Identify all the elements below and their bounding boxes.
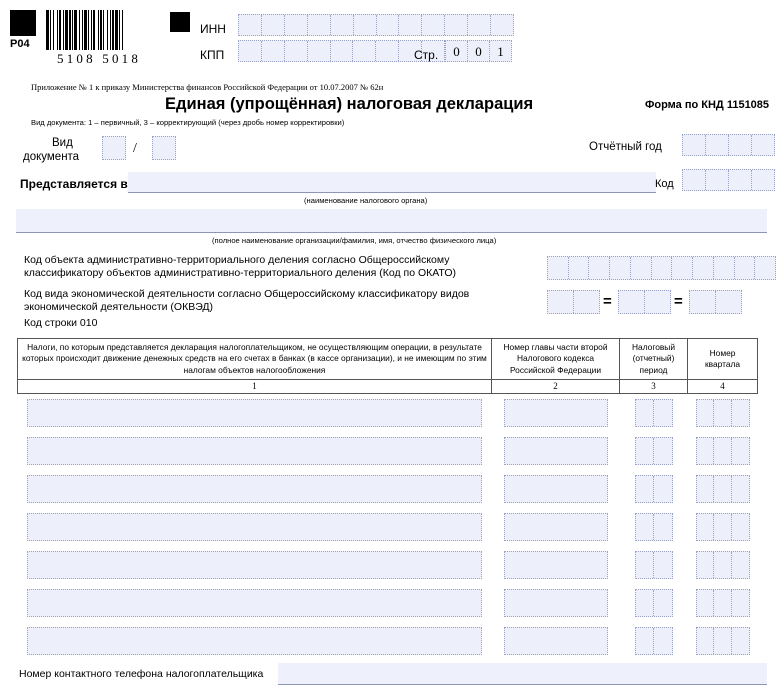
report-year-cell-1[interactable]	[683, 135, 706, 155]
kpp-label: КПП	[200, 48, 225, 62]
okved-text-line2: экономической деятельности (ОКВЭД)	[24, 301, 214, 313]
quarter-r7-cell-2[interactable]	[714, 628, 732, 654]
cell-tax-name	[18, 584, 492, 622]
doc-type-note: Вид документа: 1 – первичный, 3 – корректирующий (через дробь номер корректировки)	[31, 118, 345, 127]
period-r6-cell-1[interactable]	[636, 590, 655, 616]
okved-g3-cell-2[interactable]	[716, 291, 741, 313]
okved-separator-2: =	[674, 293, 683, 310]
cell-chapter	[492, 622, 620, 660]
quarter-input-row-1[interactable]	[696, 399, 750, 427]
quarter-r2-cell-2[interactable]	[714, 438, 732, 464]
period-r7-cell-1[interactable]	[636, 628, 655, 654]
report-year-label: Отчётный год	[589, 141, 662, 153]
okved-group-3-input[interactable]	[689, 290, 742, 314]
okato-cell-4[interactable]	[610, 257, 631, 279]
okato-cell-5[interactable]	[631, 257, 652, 279]
taxes-table-body	[18, 394, 758, 661]
okato-cell-11[interactable]	[755, 257, 775, 279]
col-number-2: 2	[492, 380, 620, 394]
okato-input[interactable]	[547, 256, 776, 280]
quarter-r4-cell-2[interactable]	[714, 514, 732, 540]
page-cell-2[interactable]: 0	[468, 41, 490, 61]
period-r6-cell-2[interactable]	[654, 590, 672, 616]
okato-cell-9[interactable]	[714, 257, 735, 279]
period-r3-cell-1[interactable]	[636, 476, 655, 502]
inn-cell-10[interactable]	[445, 15, 468, 35]
barcode-bar	[123, 10, 126, 50]
quarter-r3-cell-3[interactable]	[732, 476, 749, 502]
line-code-label: Код строки 010	[24, 317, 98, 329]
quarter-r5-cell-3[interactable]	[732, 552, 749, 578]
okved-group-1-input[interactable]	[547, 290, 600, 314]
col-header-taxes: Налоги, по которым представляется декларация налогоплательщиком, не осуществляющим операции, в результате которых происходит движение денежных средств на его счетах в банках (в кассе организации), и не имеющим по этим налогам объектов налогообложения	[18, 339, 492, 380]
cell-quarter	[688, 584, 758, 622]
quarter-r7-cell-1[interactable]	[697, 628, 715, 654]
inn-label: ИНН	[200, 22, 226, 36]
table-row	[18, 508, 758, 546]
okved-text-line1: Код вида экономической деятельности согласно Общероссийскому классификатору видов	[24, 288, 470, 300]
report-year-cell-2[interactable]	[706, 135, 729, 155]
okato-cell-3[interactable]	[589, 257, 610, 279]
quarter-r4-cell-1[interactable]	[697, 514, 715, 540]
quarter-r2-cell-3[interactable]	[732, 438, 749, 464]
table-row	[18, 546, 758, 584]
inn-cell-12[interactable]	[491, 15, 513, 35]
period-input-row-3[interactable]	[635, 475, 673, 503]
cell-period	[620, 394, 688, 433]
code-cell-4[interactable]	[752, 170, 774, 190]
cell-chapter	[492, 432, 620, 470]
code-label: Код	[655, 178, 674, 190]
okato-cell-2[interactable]	[569, 257, 590, 279]
submitted-to-input[interactable]	[128, 172, 656, 193]
cell-quarter	[688, 470, 758, 508]
okato-cell-6[interactable]	[652, 257, 673, 279]
kpp-cell-2[interactable]	[262, 41, 285, 61]
period-input-row-4[interactable]	[635, 513, 673, 541]
okato-text-line2: классификатору объектов административно-территориального деления (Код по ОКАТО)	[24, 267, 457, 279]
cell-period	[620, 622, 688, 660]
doc-type-primary-input[interactable]	[102, 136, 126, 160]
tax-name-input-row-7[interactable]	[27, 627, 482, 655]
quarter-r6-cell-1[interactable]	[697, 590, 715, 616]
inn-cell-1[interactable]	[239, 15, 262, 35]
quarter-r3-cell-2[interactable]	[714, 476, 732, 502]
kpp-cell-3[interactable]	[285, 41, 308, 61]
quarter-input-row-5[interactable]	[696, 551, 750, 579]
okved-g1-cell-1[interactable]	[548, 291, 574, 313]
period-r5-cell-2[interactable]	[654, 552, 672, 578]
cell-tax-name	[18, 432, 492, 470]
okved-g1-cell-2[interactable]	[574, 291, 599, 313]
okato-cell-7[interactable]	[672, 257, 693, 279]
period-r2-cell-2[interactable]	[654, 438, 672, 464]
submitted-to-hint: (наименование налогового органа)	[304, 196, 428, 205]
org-name-hint: (полное наименование организации/фамилия, имя, отчество физического лица)	[212, 236, 497, 245]
tax-name-input-row-4[interactable]	[27, 513, 482, 541]
quarter-r4-cell-3[interactable]	[732, 514, 749, 540]
kpp-cell-1[interactable]	[239, 41, 262, 61]
cell-period	[620, 584, 688, 622]
tax-name-input-row-1[interactable]	[27, 399, 482, 427]
cell-period	[620, 432, 688, 470]
quarter-r1-cell-1[interactable]	[697, 400, 715, 426]
page-cell-3[interactable]: 1	[497, 43, 504, 59]
inn-cell-8[interactable]	[399, 15, 422, 35]
quarter-r1-cell-3[interactable]	[732, 400, 749, 426]
okved-group-2-input[interactable]	[618, 290, 671, 314]
col-number-3: 3	[620, 380, 688, 394]
inn-input[interactable]	[238, 14, 514, 36]
period-input-row-1[interactable]	[635, 399, 673, 427]
kpp-cell-4[interactable]	[308, 41, 331, 61]
okved-g2-cell-1[interactable]	[619, 291, 645, 313]
org-name-input[interactable]	[16, 209, 767, 233]
form-kind-label: Форма по КНД 1151085	[645, 99, 770, 111]
barcode-bars	[46, 10, 146, 50]
cell-chapter	[492, 546, 620, 584]
period-r3-cell-2[interactable]	[654, 476, 672, 502]
kpp-cell-6[interactable]	[353, 41, 376, 61]
page-title: Единая (упрощённая) налоговая декларация	[165, 95, 534, 113]
quarter-input-row-4[interactable]	[696, 513, 750, 541]
taxes-table-header-row	[18, 339, 758, 380]
barcode-square-right	[170, 12, 190, 32]
code-cell-1[interactable]	[683, 170, 706, 190]
cell-tax-name	[18, 546, 492, 584]
cell-chapter	[492, 470, 620, 508]
inn-cell-11[interactable]	[468, 15, 491, 35]
cell-quarter	[688, 508, 758, 546]
taxes-table-head	[18, 339, 758, 394]
inn-cell-6[interactable]	[354, 15, 377, 35]
quarter-input-row-7[interactable]	[696, 627, 750, 655]
report-year-input[interactable]	[682, 134, 775, 156]
chapter-input-row-1[interactable]	[504, 399, 608, 427]
doc-type-cell-1[interactable]	[103, 137, 125, 159]
okato-cell-8[interactable]	[693, 257, 714, 279]
tax-name-input-row-2[interactable]	[27, 437, 482, 465]
quarter-input-row-3[interactable]	[696, 475, 750, 503]
taxes-table-number-row	[18, 380, 758, 394]
inn-cell-4[interactable]	[308, 15, 331, 35]
period-r1-cell-1[interactable]	[636, 400, 655, 426]
chapter-input-row-7[interactable]	[504, 627, 608, 655]
report-year-cell-4[interactable]	[752, 135, 774, 155]
chapter-input-row-4[interactable]	[504, 513, 608, 541]
col-header-quarter: Номер квартала	[688, 339, 758, 380]
tax-name-input-row-5[interactable]	[27, 551, 482, 579]
okved-g2-cell-2[interactable]	[645, 291, 670, 313]
table-row	[18, 584, 758, 622]
barcode-square-left	[10, 10, 36, 36]
col-header-chapter: Номер главы части второй Налогового кодекса Российской Федерации	[492, 339, 620, 380]
period-r5-cell-1[interactable]	[636, 552, 655, 578]
taxes-table	[17, 338, 758, 660]
kpp-cell-7[interactable]	[376, 41, 399, 61]
cell-quarter	[688, 622, 758, 660]
quarter-r1-cell-2[interactable]	[714, 400, 732, 426]
okved-separator-1: =	[603, 293, 612, 310]
quarter-r3-cell-1[interactable]	[697, 476, 715, 502]
period-input-row-2[interactable]	[635, 437, 673, 465]
period-r4-cell-1[interactable]	[636, 514, 655, 540]
chapter-input-row-3[interactable]	[504, 475, 608, 503]
okved-g3-cell-1[interactable]	[690, 291, 716, 313]
code-cell-2[interactable]	[706, 170, 729, 190]
quarter-r7-cell-3[interactable]	[732, 628, 749, 654]
cell-chapter	[492, 508, 620, 546]
page-number-label: Стр.	[414, 48, 439, 62]
doc-type-label-line1: Вид	[52, 137, 73, 149]
cell-tax-name	[18, 470, 492, 508]
table-row	[18, 622, 758, 660]
col-number-1: 1	[18, 380, 492, 394]
code-input[interactable]	[682, 169, 775, 191]
quarter-input-row-6[interactable]	[696, 589, 750, 617]
cell-quarter	[688, 394, 758, 433]
kpp-cell-5[interactable]	[331, 41, 354, 61]
doc-type-label-line2: документа	[23, 151, 80, 163]
inn-cell-2[interactable]	[262, 15, 285, 35]
quarter-input-row-2[interactable]	[696, 437, 750, 465]
report-year-cell-3[interactable]	[729, 135, 752, 155]
cell-chapter	[492, 584, 620, 622]
quarter-r6-cell-3[interactable]	[732, 590, 749, 616]
phone-label: Номер контактного телефона налогоплательщика	[19, 668, 264, 680]
cell-tax-name	[18, 394, 492, 433]
okato-cell-1[interactable]	[548, 257, 569, 279]
cell-period	[620, 546, 688, 584]
period-r2-cell-1[interactable]	[636, 438, 655, 464]
period-r7-cell-2[interactable]	[654, 628, 672, 654]
cell-tax-name	[18, 622, 492, 660]
approval-note: Приложение № 1 к приказу Министерства финансов Российской Федерации от 10.07.2007 № 62н	[31, 82, 384, 92]
inn-cell-5[interactable]	[331, 15, 354, 35]
tax-name-input-row-3[interactable]	[27, 475, 482, 503]
period-r1-cell-2[interactable]	[654, 400, 672, 426]
phone-input[interactable]	[278, 663, 767, 685]
chapter-input-row-6[interactable]	[504, 589, 608, 617]
quarter-r2-cell-1[interactable]	[697, 438, 715, 464]
submitted-to-label: Представляется в	[20, 177, 128, 191]
doc-type-cell-1[interactable]	[153, 137, 175, 159]
code-cell-3[interactable]	[729, 170, 752, 190]
period-input-row-7[interactable]	[635, 627, 673, 655]
inn-cell-7[interactable]	[377, 15, 400, 35]
table-row	[18, 394, 758, 433]
inn-cell-9[interactable]	[422, 15, 445, 35]
page-number-input[interactable]	[445, 40, 512, 62]
quarter-r5-cell-2[interactable]	[714, 552, 732, 578]
okato-text-line1: Код объекта административно-территориального деления согласно Общероссийскому	[24, 254, 450, 266]
doc-type-separator: /	[133, 141, 137, 156]
cell-quarter	[688, 546, 758, 584]
table-row	[18, 432, 758, 470]
cell-period	[620, 508, 688, 546]
cell-period	[620, 470, 688, 508]
col-header-period: Налоговый (отчетный) период	[620, 339, 688, 380]
col-number-4: 4	[688, 380, 758, 394]
cell-quarter	[688, 432, 758, 470]
table-row	[18, 470, 758, 508]
inn-cell-3[interactable]	[285, 15, 308, 35]
page-cell-1[interactable]: 0	[446, 41, 468, 61]
quarter-r5-cell-1[interactable]	[697, 552, 715, 578]
barcode-digits: 5108 5018	[57, 51, 142, 66]
quarter-r6-cell-2[interactable]	[714, 590, 732, 616]
form-code-label: P04	[10, 38, 30, 50]
period-input-row-6[interactable]	[635, 589, 673, 617]
doc-type-correction-input[interactable]	[152, 136, 176, 160]
tax-name-input-row-6[interactable]	[27, 589, 482, 617]
chapter-input-row-2[interactable]	[504, 437, 608, 465]
okato-cell-10[interactable]	[735, 257, 756, 279]
chapter-input-row-5[interactable]	[504, 551, 608, 579]
period-input-row-5[interactable]	[635, 551, 673, 579]
cell-chapter	[492, 394, 620, 433]
cell-tax-name	[18, 508, 492, 546]
period-r4-cell-2[interactable]	[654, 514, 672, 540]
